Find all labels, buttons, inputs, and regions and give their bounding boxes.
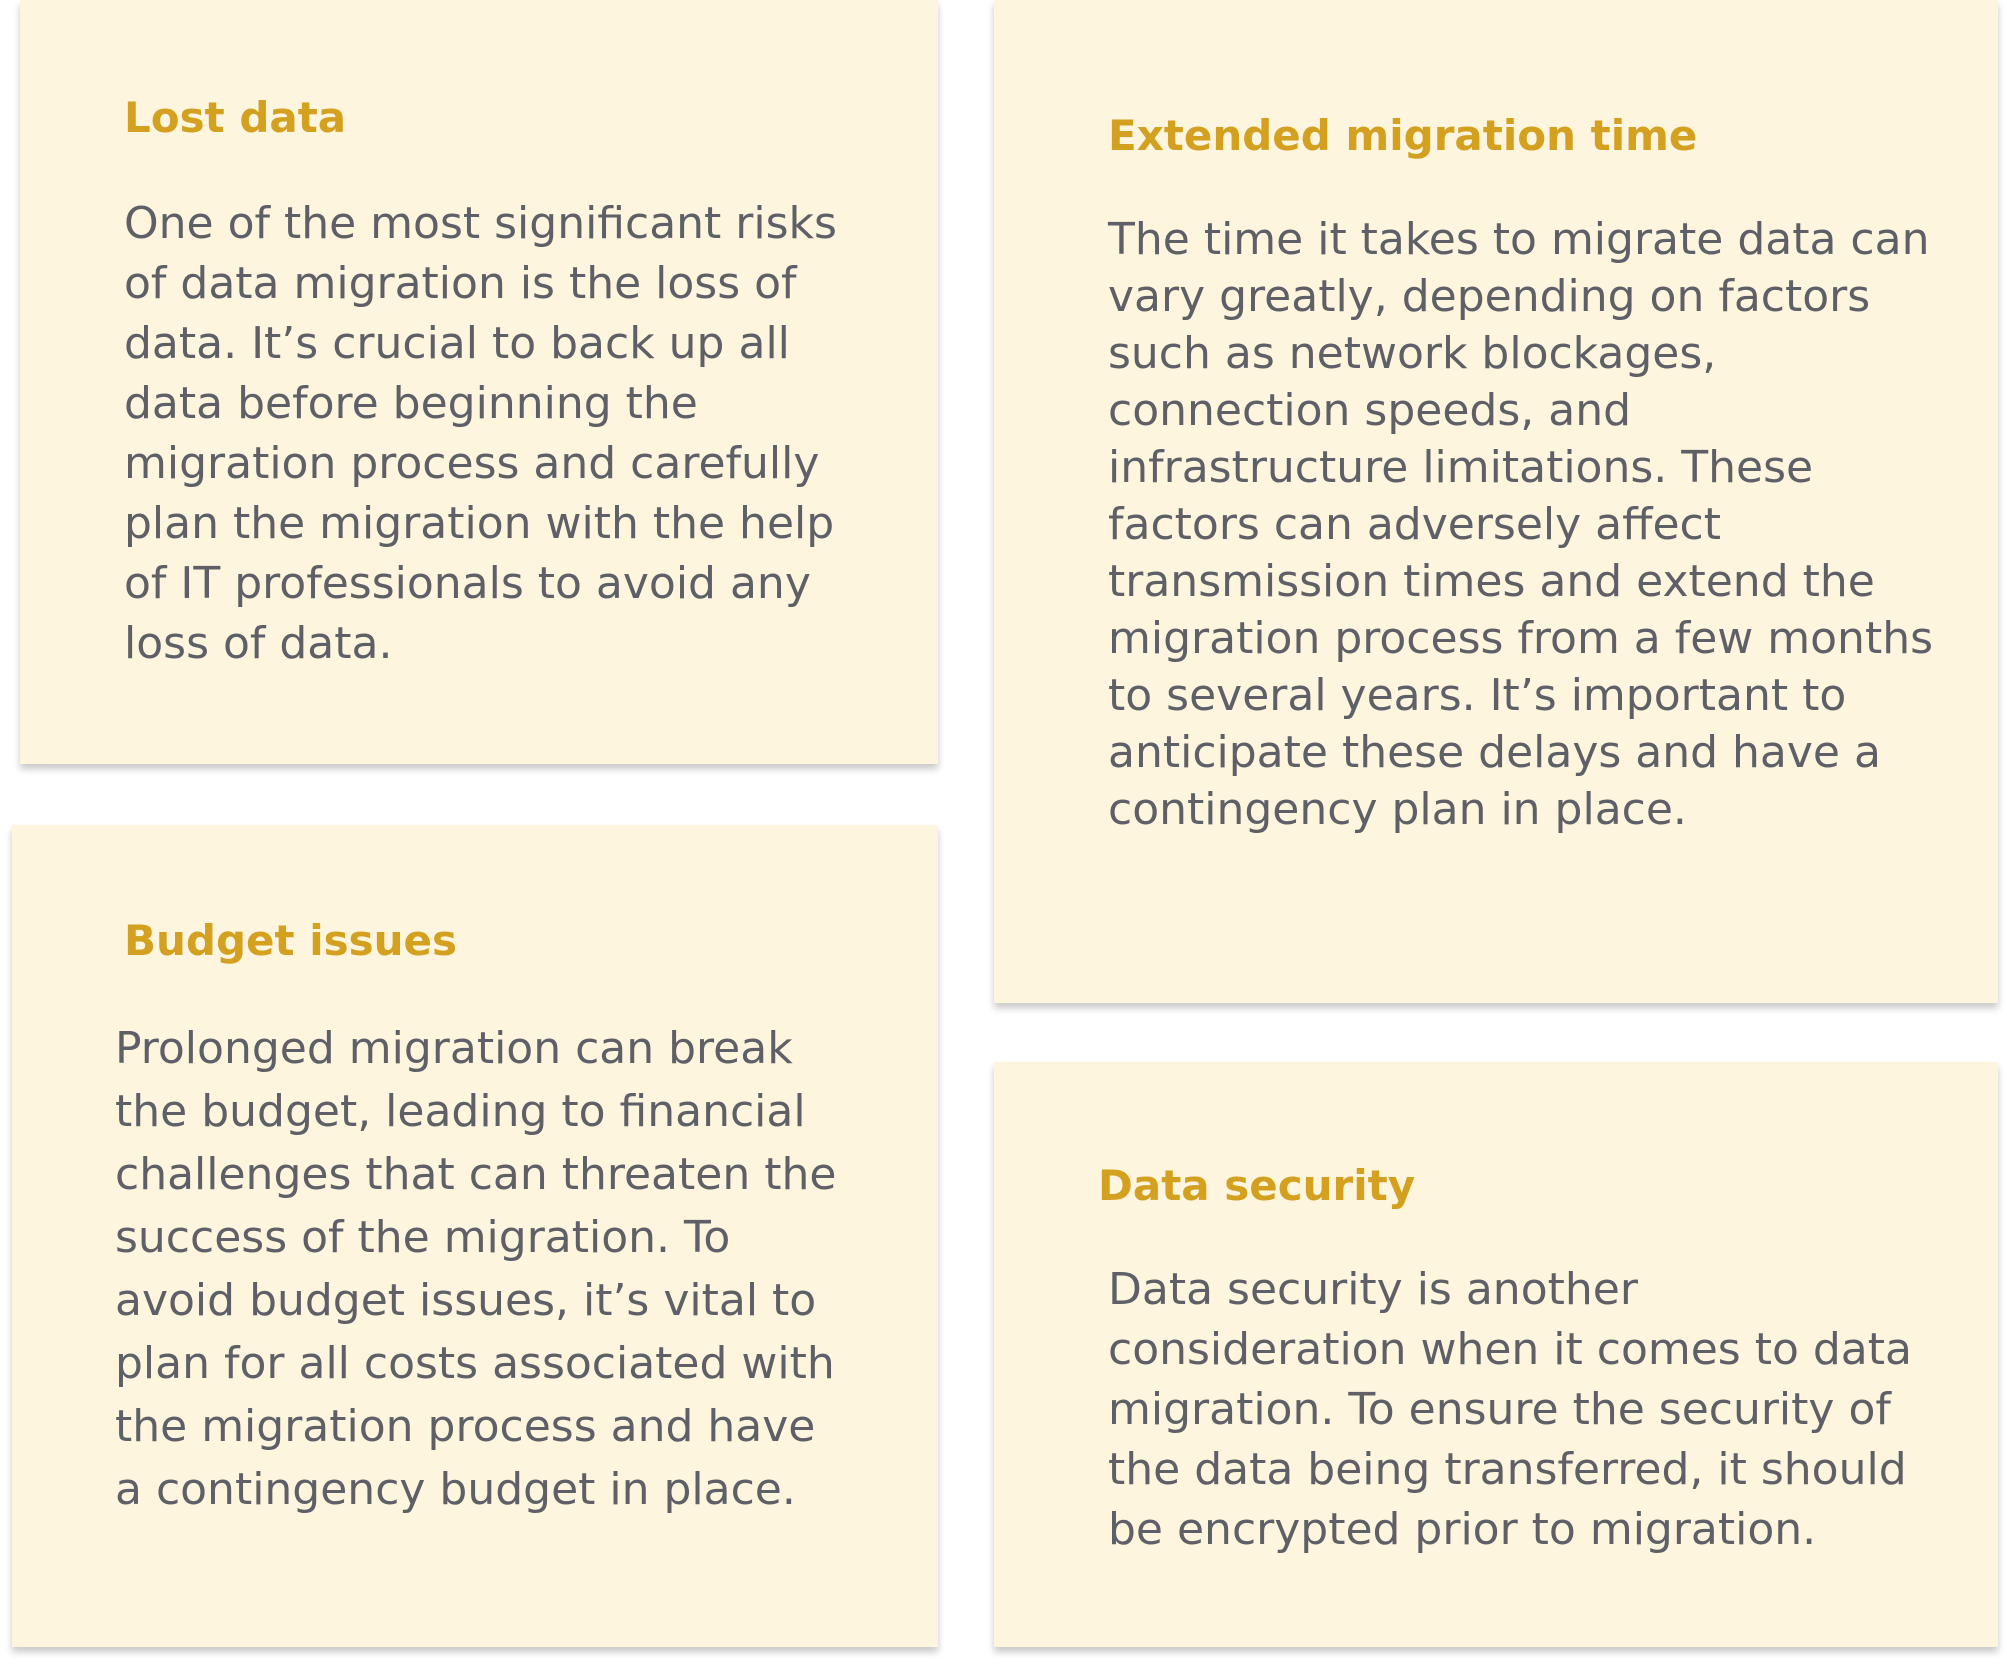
card-title: Budget issues — [124, 916, 458, 965]
card-title: Lost data — [124, 93, 347, 142]
card-lost-data — [20, 0, 938, 764]
card-data-security — [994, 1062, 1998, 1647]
card-body: The time it takes to migrate data can vary greatly, depending on factors such as network blockages, connection speeds, and infrastructure limitations. These factors can adversely affect transmission times and extend the migration process from a few months to several years. It’s important to anticipate these delays and have a contingency plan in place. — [1108, 214, 1933, 835]
card-budget-issues — [12, 825, 938, 1647]
card-extended-migration-time — [994, 0, 1998, 1003]
card-body: Data security is another consideration when it comes to data migration. To ensure the security of the data being transferred, it should be encrypted prior to migration. — [1108, 1264, 1912, 1555]
card-title: Data security — [1098, 1161, 1416, 1210]
card-title: Extended migration time — [1108, 111, 1698, 160]
card-body: One of the most significant risks of data migration is the loss of data. It’s crucial to back up all data before beginning the migration process and carefully plan the migration with the help of IT professionals to avoid any loss of data. — [124, 198, 837, 669]
card-body: Prolonged migration can break the budget, leading to financial challenges that can threaten the success of the migration. To avoid budget issues, it’s vital to plan for all costs associated with the migration process and have a contingency budget in place. — [115, 1023, 837, 1515]
